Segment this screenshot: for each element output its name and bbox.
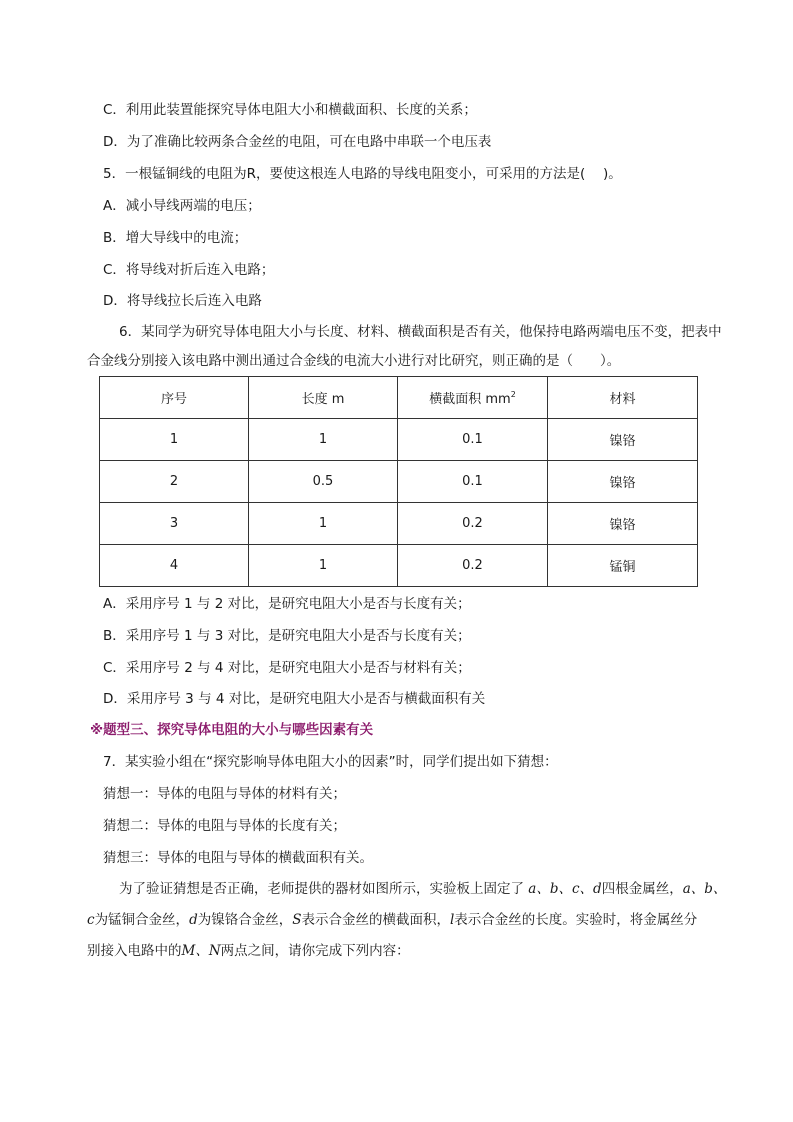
q6-stem-line1: 6．某同学为研究导体电阻大小与长度、材料、横截面积是否有关，他保持电路两端电压不变，把表中 bbox=[119, 324, 722, 340]
q7-paragraph-line3: 别接入电路中的M、N两点之间，请你完成下列内容： bbox=[87, 943, 410, 959]
table-cell: 1 bbox=[100, 419, 249, 461]
q5-option-a: A．减小导线两端的电压； bbox=[103, 198, 261, 214]
q6-option-d: D．采用序号 3 与 4 对比，是研究电阻大小是否与横截面积有关 bbox=[103, 691, 486, 707]
resistance-table bbox=[99, 376, 698, 587]
q5-option-b: B．增大导线中的电流； bbox=[103, 230, 248, 246]
table-row bbox=[100, 503, 698, 545]
q5-option-c: C．将导线对折后连入电路； bbox=[103, 262, 275, 278]
guess-two: 猜想二：导体的电阻与导体的长度有关； bbox=[103, 818, 346, 834]
table-cell: 镍铬 bbox=[548, 503, 698, 545]
table-cell: 1 bbox=[249, 545, 398, 587]
q7-paragraph-line2: c为锰铜合金丝，d为镍铬合金丝，S表示合金丝的横截面积，l表示合金丝的长度。实验时，将金属丝分 bbox=[87, 912, 698, 928]
table-cell: 0.1 bbox=[398, 419, 548, 461]
q5-option-d: D．将导线拉长后连入电路 bbox=[103, 293, 262, 309]
q6-option-c: C．采用序号 2 与 4 对比，是研究电阻大小是否与材料有关； bbox=[103, 660, 471, 676]
header-length: 长度 m bbox=[249, 377, 398, 419]
table-cell: 0.1 bbox=[398, 461, 548, 503]
table-cell: 1 bbox=[249, 503, 398, 545]
table-cell: 4 bbox=[100, 545, 249, 587]
table-cell: 3 bbox=[100, 503, 249, 545]
q6-option-a: A．采用序号 1 与 2 对比，是研究电阻大小是否与长度有关； bbox=[103, 596, 471, 612]
table-cell: 锰铜 bbox=[548, 545, 698, 587]
q6-stem-line2: 合金线分别接入该电路中测出通过合金线的电流大小进行对比研究，则正确的是（ ）。 bbox=[87, 353, 621, 369]
table-row bbox=[100, 419, 698, 461]
header-index: 序号 bbox=[100, 377, 249, 419]
q6-option-b: B．采用序号 1 与 3 对比，是研究电阻大小是否与长度有关； bbox=[103, 628, 471, 644]
table-row bbox=[100, 545, 698, 587]
table-cell: 0.2 bbox=[398, 503, 548, 545]
q4-option-d: D．为了准确比较两条合金丝的电阻，可在电路中串联一个电压表 bbox=[103, 134, 492, 150]
section-heading: ※题型三、探究导体电阻的大小与哪些因素有关 bbox=[90, 722, 374, 738]
q7-stem: 7．某实验小组在“探究影响导体电阻大小的因素”时，同学们提出如下猜想： bbox=[103, 754, 558, 770]
q7-paragraph-line1: 为了验证猜想是否正确，老师提供的器材如图所示，实验板上固定了 a、b、c、d四根金属丝，a、b、 bbox=[119, 881, 727, 897]
header-area: 横截面积 $mm^2$ bbox=[398, 377, 548, 419]
table-cell: 0.2 bbox=[398, 545, 548, 587]
table-cell: 2 bbox=[100, 461, 249, 503]
q5-stem: 5．一根锰铜线的电阻为R，要使这根连人电路的导线电阻变小，可采用的方法是( )。 bbox=[103, 166, 622, 182]
table-cell: 1 bbox=[249, 419, 398, 461]
header-material: 材料 bbox=[548, 377, 698, 419]
table-cell: 镍铬 bbox=[548, 461, 698, 503]
table-cell: 0.5 bbox=[249, 461, 398, 503]
table-cell: 镍铬 bbox=[548, 419, 698, 461]
table-row bbox=[100, 461, 698, 503]
q4-option-c: C．利用此装置能探究导体电阻大小和横截面积、长度的关系； bbox=[103, 102, 477, 118]
table-header-row bbox=[100, 377, 698, 419]
guess-three: 猜想三：导体的电阻与导体的横截面积有关。 bbox=[103, 850, 373, 866]
guess-one: 猜想一：导体的电阻与导体的材料有关； bbox=[103, 786, 346, 802]
